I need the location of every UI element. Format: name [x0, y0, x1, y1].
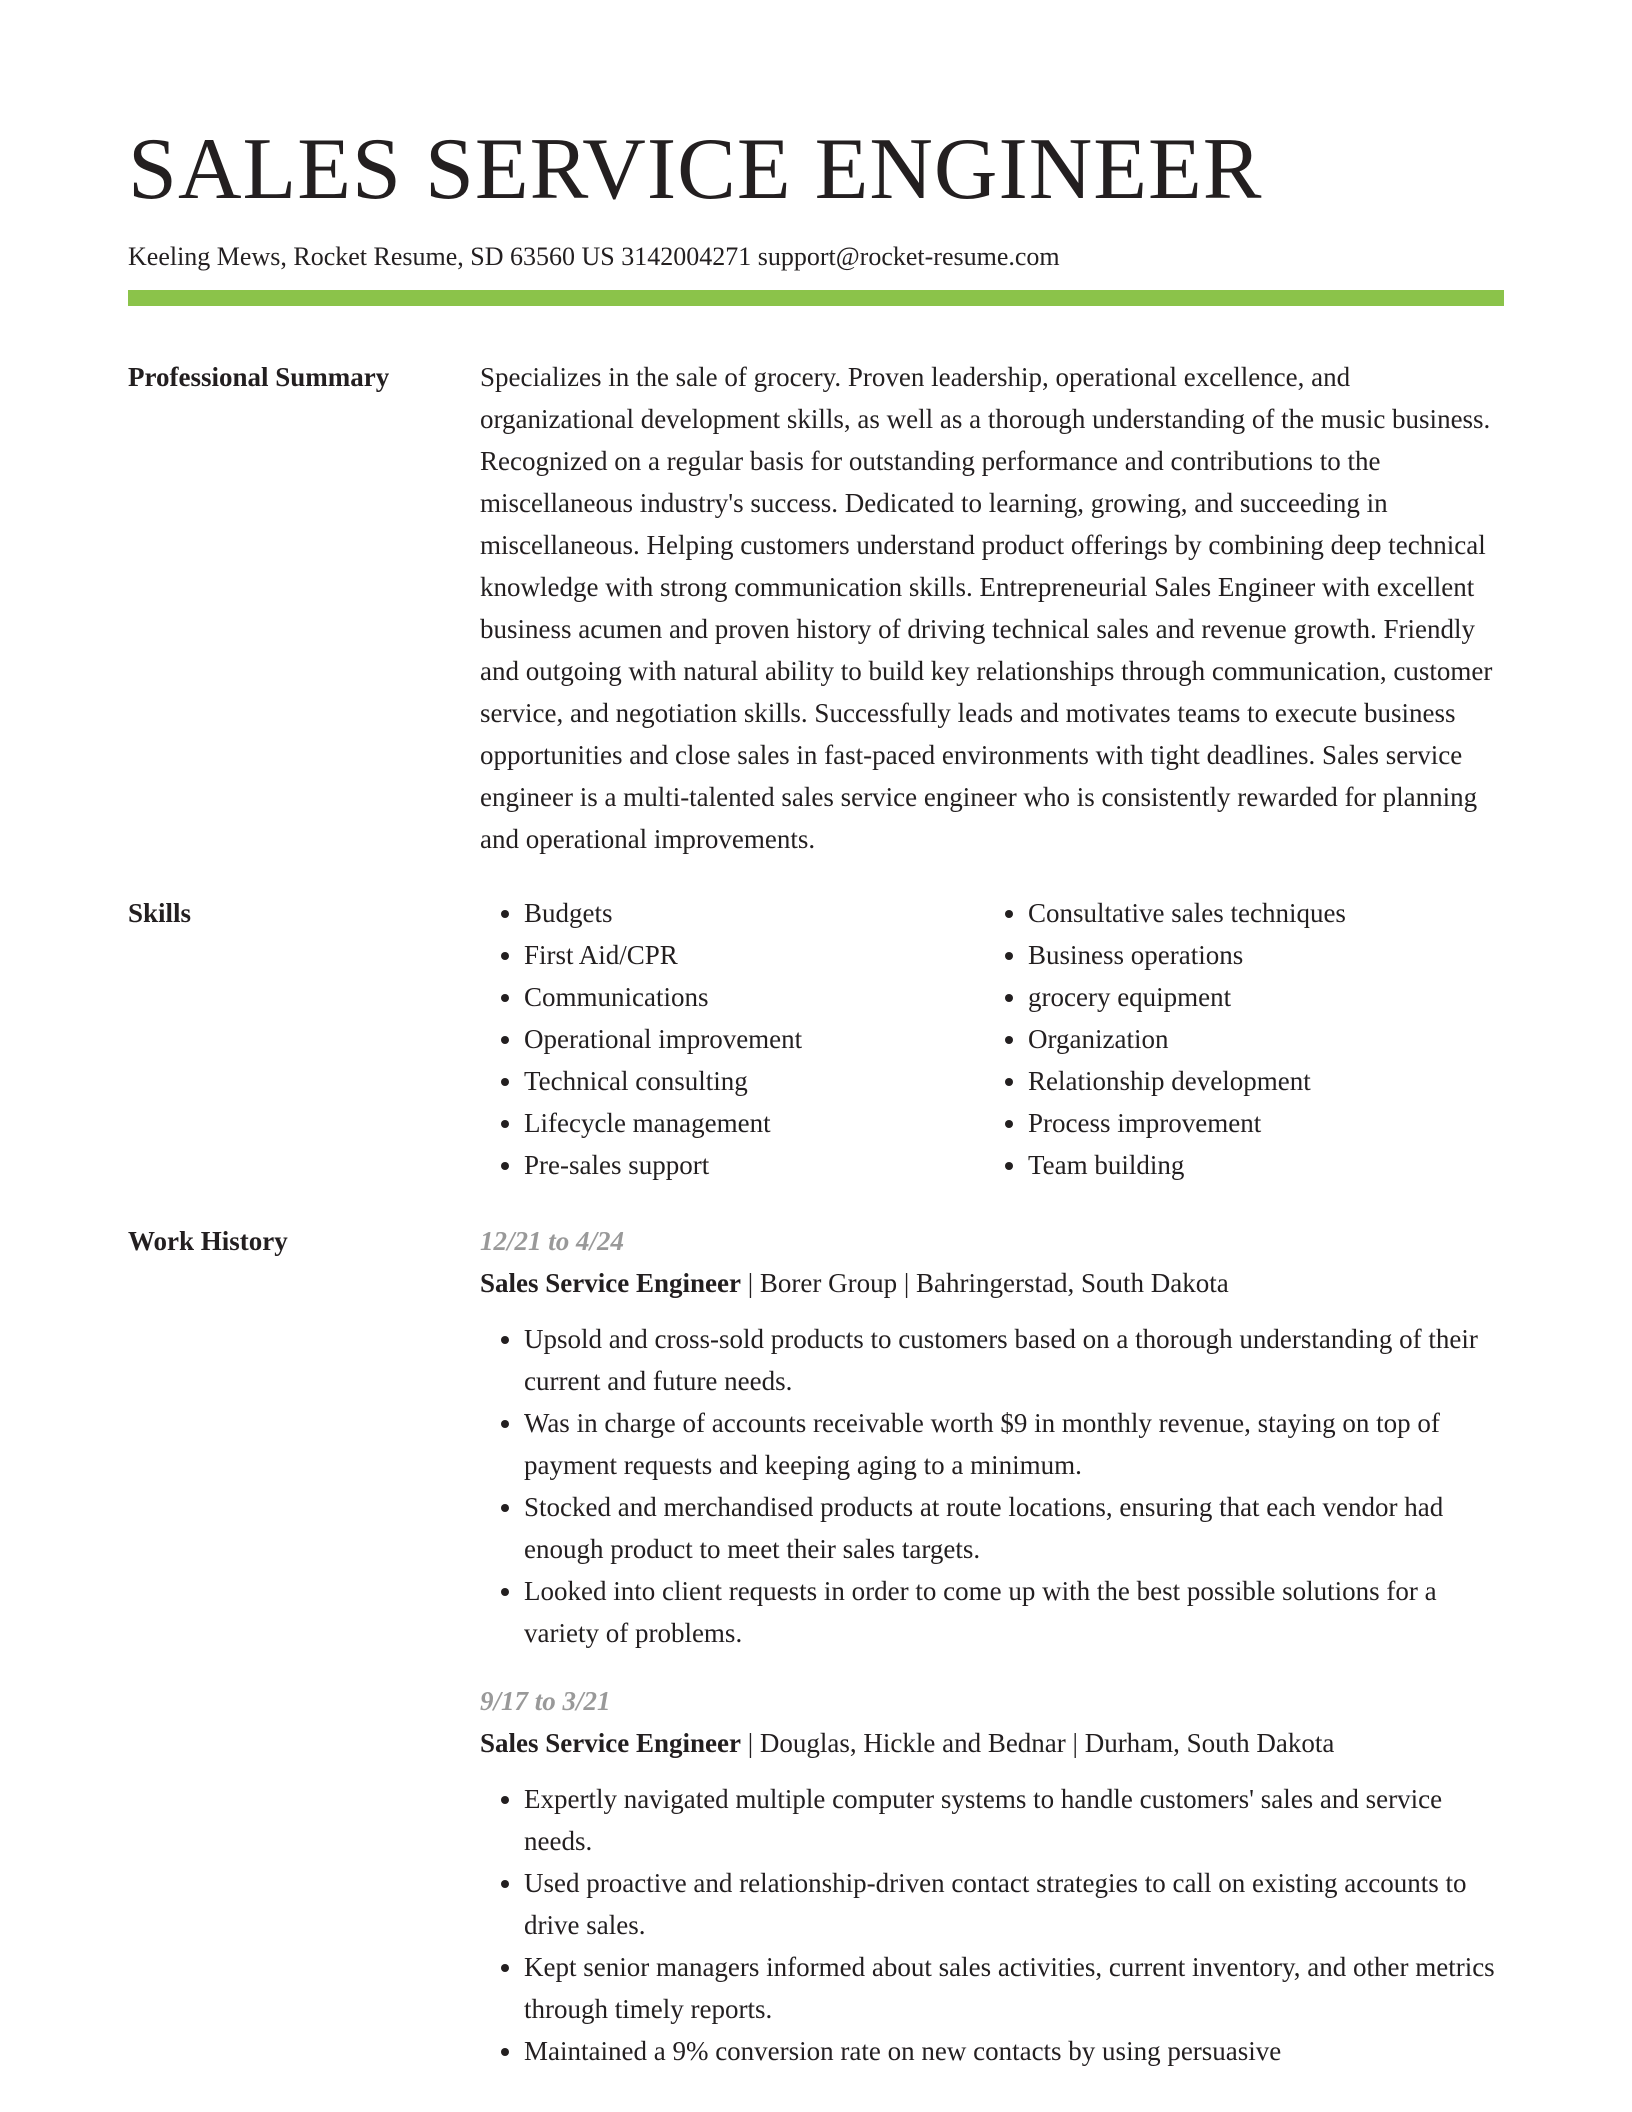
skill-item: • grocery equipment [1028, 976, 1488, 1018]
section-heading-skills: Skills [128, 898, 192, 928]
resume-name-heading: SALES SERVICE ENGINEER [128, 121, 1263, 218]
skill-item: • Lifecycle management [524, 1102, 984, 1144]
job-dates: 9/17 to 3/21 [480, 1686, 611, 1716]
job-bullet: • Expertly navigated multiple computer systems to handle customers' sales and service needs. [524, 1778, 1504, 1862]
work-history-section [128, 1220, 1504, 2098]
job-heading-line [480, 1262, 1504, 1304]
skills-list-left [480, 892, 984, 1186]
job-entry [480, 1680, 1504, 2072]
skill-item: • Technical consulting [524, 1060, 984, 1102]
job-title: Sales Service Engineer [480, 1268, 741, 1298]
skill-item: • Relationship development [1028, 1060, 1488, 1102]
skill-item: • Operational improvement [524, 1018, 984, 1060]
skills-section [128, 892, 1504, 1186]
summary-text: Specializes in the sale of grocery. Proven leadership, operational excellence, and organizational development skills, as well as a thorough understanding of the music business. Recognized on a regular basis for outstanding performance and contributions to the miscellaneous industry's success. Dedicated to learning, growing, and succeeding in miscellaneous. Helping customers understand product offerings by combining deep technical knowledge with strong communication skills. Entrepreneurial Sales Engineer with excellent business acumen and proven history of driving technical sales and revenue growth. Friendly and outgoing with natural ability to build key relationships through communication, customer service, and negotiation skills. Successfully leads and motivates teams to execute business opportunities and close sales in fast-paced environments with tight deadlines. Sales service engineer is a multi-talented sales service engineer who is consistently rewarded for planning and operational improvements. [480, 362, 1493, 854]
skill-item: • Pre-sales support [524, 1144, 984, 1186]
job-title: Sales Service Engineer [480, 1728, 741, 1758]
skill-item: • Process improvement [1028, 1102, 1488, 1144]
skill-item: • First Aid/CPR [524, 934, 984, 976]
resume-page [128, 118, 1504, 2098]
skill-item: • Organization [1028, 1018, 1488, 1060]
job-bullet: • Maintained a 9% conversion rate on new contacts by using persuasive [524, 2030, 1504, 2072]
job-employer-location: | Douglas, Hickle and Bednar | Durham, South Dakota [740, 1728, 1335, 1758]
job-bullet: • Was in charge of accounts receivable worth $9 in monthly revenue, staying on top of payment requests and keeping aging to a minimum. [524, 1402, 1504, 1486]
job-heading-line [480, 1722, 1504, 1764]
job-bullets [480, 1778, 1504, 2072]
job-bullet: • Stocked and merchandised products at route locations, ensuring that each vendor had enough product to meet their sales targets. [524, 1486, 1504, 1570]
job-bullets [480, 1318, 1504, 1654]
skills-columns [480, 892, 1504, 1186]
job-bullet: • Looked into client requests in order to come up with the best possible solutions for a variety of problems. [524, 1570, 1504, 1654]
job-bullet: • Used proactive and relationship-driven contact strategies to call on existing accounts to drive sales. [524, 1862, 1504, 1946]
skill-item: • Budgets [524, 892, 984, 934]
skills-list-right [984, 892, 1488, 1186]
skill-item: • Business operations [1028, 934, 1488, 976]
accent-divider [128, 290, 1504, 306]
skill-item: • Communications [524, 976, 984, 1018]
skill-item: • Consultative sales techniques [1028, 892, 1488, 934]
job-bullet: • Upsold and cross-sold products to customers based on a thorough understanding of their current and future needs. [524, 1318, 1504, 1402]
professional-summary-section [128, 356, 1504, 860]
section-heading-work: Work History [128, 1226, 288, 1256]
skill-item: • Team building [1028, 1144, 1488, 1186]
section-heading-summary: Professional Summary [128, 362, 390, 392]
job-employer-location: | Borer Group | Bahringerstad, South Dakota [740, 1268, 1229, 1298]
job-entry [480, 1220, 1504, 1654]
job-bullet: • Kept senior managers informed about sales activities, current inventory, and other metrics through timely reports. [524, 1946, 1504, 2030]
contact-line: Keeling Mews, Rocket Resume, SD 63560 US 3142004271 support@rocket-resume.com [128, 242, 1060, 271]
job-dates: 12/21 to 4/24 [480, 1226, 625, 1256]
